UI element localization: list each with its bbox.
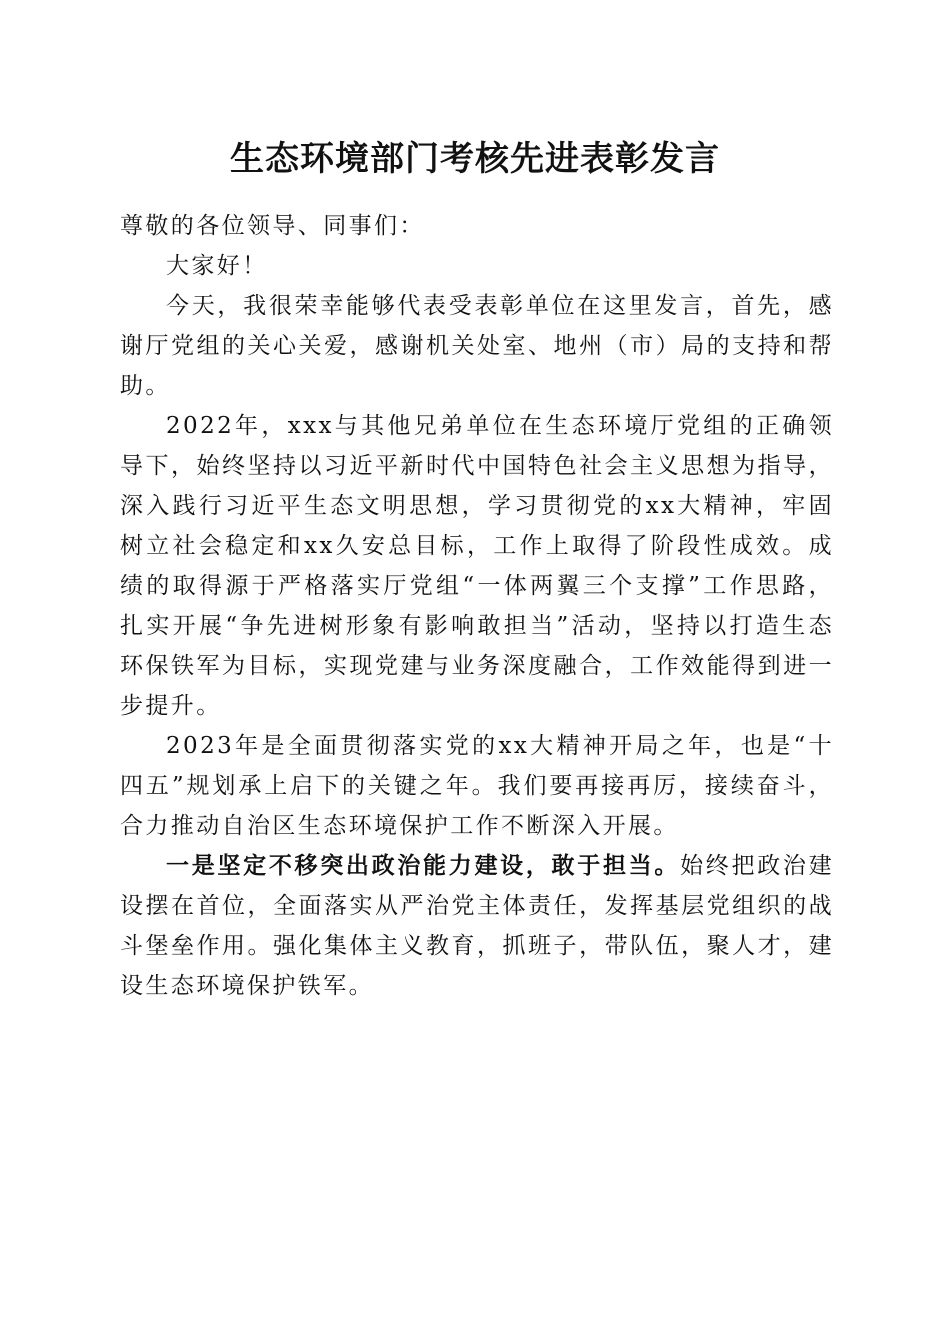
paragraph-2022-review: 2022年，xxx与其他兄弟单位在生态环境厅党组的正确领导下，始终坚持以习近平新时代中国特色社会主义思想为指导，深入践行习近平生态文明思想，学习贯彻党的xx大精神，牢固树立社会稳定和xx久安总目标，工作上取得了阶段性成效。成绩的取得源于严格落实厅党组“一体两翼三个支撑”工作思路，扎实开展“争先进树形象有影响敢担当”活动，坚持以打造生态环保铁军为目标，实现党建与业务深度融合，工作效能得到进一步提升。 <box>120 413 834 719</box>
salutation: 尊敬的各位领导、同事们： <box>120 213 425 239</box>
paragraph-point-one <box>120 846 834 1006</box>
point-one-text: 始终把政治建设摆在首位，全面落实从严治党主体责任，发挥基层党组织的战斗堡垒作用。强化集体主义教育，抓班子，带队伍，聚人才，建设生态环境保护铁军。 <box>120 853 834 999</box>
greeting: 大家好！ <box>166 253 268 279</box>
document-body <box>120 206 834 1006</box>
paragraph-2023-outlook: 2023年是全面贯彻落实党的xx大精神开局之年，也是“十四五”规划承上启下的关键之年。我们要再接再厉，接续奋斗，合力推动自治区生态环境保护工作不断深入开展。 <box>120 733 834 839</box>
paragraph-thanks: 今天，我很荣幸能够代表受表彰单位在这里发言，首先，感谢厅党组的关心关爱，感谢机关处室、地州（市）局的支持和帮助。 <box>120 293 834 399</box>
point-one-lead: 一是坚定不移突出政治能力建设，敢于担当。 <box>166 852 681 879</box>
page-title: 生态环境部门考核先进表彰发言 <box>230 139 720 179</box>
